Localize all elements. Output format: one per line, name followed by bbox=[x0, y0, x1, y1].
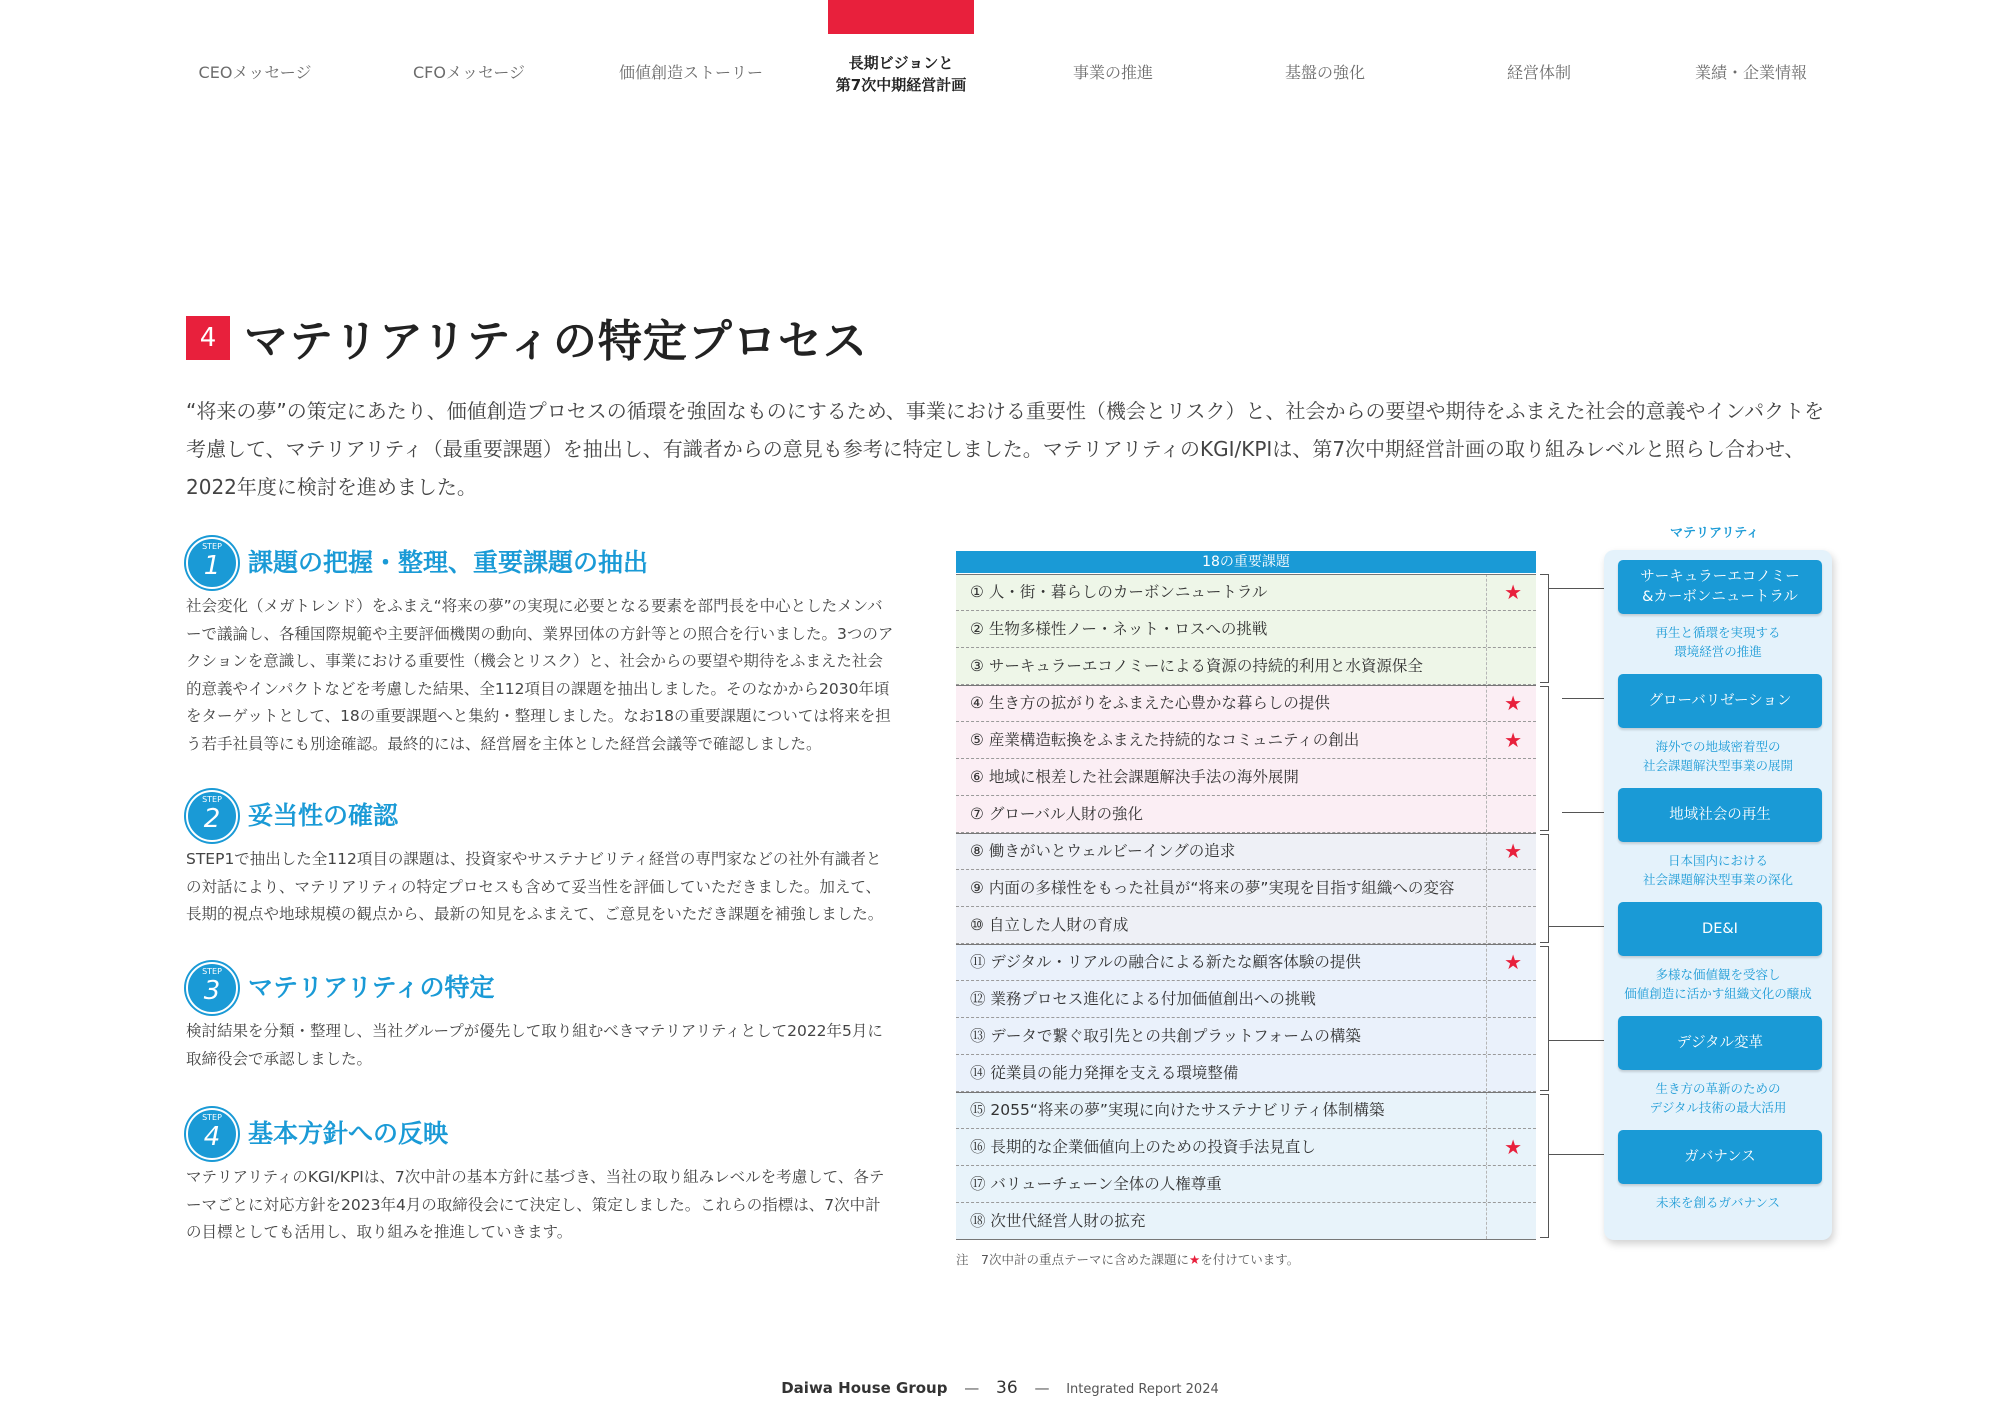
issue-row bbox=[956, 981, 1536, 1018]
nav-performance-corporate-info[interactable] bbox=[1676, 0, 1826, 110]
issue-label: ② 生物多様性ノー・ネット・ロスへの挑戦 bbox=[970, 620, 1268, 638]
intro-paragraph: “将来の夢”の策定にあたり、価値創造プロセスの循環を強固なものにするため、事業における重要性（機会とリスク）と、社会からの要望や期待をふまえた社会的意義やインパクトを考慮して、マテリアリティ（最重要課題）を抽出し、有識者からの意見も参考に特定しました。マテリアリティのKGI/KPIは、第7次中期経営計画の取り組みレベルと照らし合わせ、2022年度に検討を進めました。 bbox=[186, 399, 1825, 499]
column-divider bbox=[1486, 796, 1488, 832]
step-badge-number: 1 bbox=[203, 551, 221, 581]
issue-label: ⑬ データで繋ぐ取引先との共創プラットフォームの構築 bbox=[970, 1027, 1361, 1045]
issue-label: ⑰ バリューチェーン全体の人権尊重 bbox=[970, 1175, 1222, 1193]
group-divider bbox=[956, 944, 1536, 945]
nav-label: 業績・企業情報 bbox=[1694, 63, 1807, 82]
page-number: 36 bbox=[996, 1378, 1018, 1398]
step-badge bbox=[186, 537, 238, 589]
issue-row bbox=[956, 722, 1536, 759]
issue-row bbox=[956, 907, 1536, 944]
footer-report-name: Integrated Report 2024 bbox=[1066, 1382, 1219, 1397]
footer-dash: — bbox=[1034, 1379, 1050, 1397]
step-title: 妥当性の確認 bbox=[248, 801, 399, 830]
issue-row bbox=[956, 759, 1536, 796]
issue-label: ⑱ 次世代経営人財の拡充 bbox=[970, 1212, 1146, 1230]
column-divider bbox=[1486, 1092, 1488, 1128]
materiality-circular-economy[interactable]: サーキュラーエコノミー &カーボンニュートラル bbox=[1618, 560, 1822, 614]
step-badge-label: STEP bbox=[202, 967, 222, 976]
nav-label: 基盤の強化 bbox=[1284, 63, 1365, 82]
issue-label: ⑪ デジタル・リアルの融合による新たな顧客体験の提供 bbox=[970, 953, 1361, 971]
column-divider bbox=[1486, 1055, 1488, 1091]
issue-label: ⑦ グローバル人財の強化 bbox=[970, 805, 1144, 823]
nav-ceo-message[interactable] bbox=[180, 0, 330, 110]
nav-label: 事業の推進 bbox=[1072, 63, 1153, 82]
column-divider bbox=[1486, 648, 1488, 684]
step-badge bbox=[186, 962, 238, 1014]
step-title: 課題の把握・整理、重要課題の抽出 bbox=[248, 548, 649, 577]
materiality-desc: 多様な価値観を受容し 価値創造に活かす組織文化の醸成 bbox=[1624, 967, 1812, 1001]
star-icon: ★ bbox=[1504, 839, 1522, 863]
issue-label: ⑧ 働きがいとウェルビーイングの追求 bbox=[970, 842, 1236, 860]
step-title: 基本方針への反映 bbox=[248, 1119, 449, 1148]
step-badge-label: STEP bbox=[202, 1113, 222, 1122]
issue-label: ⑩ 自立した人財の育成 bbox=[970, 916, 1129, 934]
issue-row bbox=[956, 1166, 1536, 1203]
materiality-label: マテリアリティ bbox=[1670, 526, 1760, 541]
star-icon: ★ bbox=[1188, 1252, 1201, 1267]
materiality-desc: 未来を創るガバナンス bbox=[1655, 1195, 1780, 1210]
nav-foundation-strengthening[interactable] bbox=[1250, 0, 1400, 110]
column-divider bbox=[1486, 833, 1488, 869]
group-divider bbox=[956, 833, 1536, 834]
issue-row bbox=[956, 944, 1536, 981]
column-divider bbox=[1486, 1203, 1488, 1239]
issue-row bbox=[956, 648, 1536, 685]
issue-row bbox=[956, 1018, 1536, 1055]
group-divider bbox=[956, 574, 1536, 575]
issue-label: ③ サーキュラーエコノミーによる資源の持続的利用と水資源保全 bbox=[970, 657, 1423, 675]
issue-row bbox=[956, 611, 1536, 648]
nav-management-structure[interactable] bbox=[1464, 0, 1614, 110]
step-badge bbox=[186, 1108, 238, 1160]
step-text: マテリアリティのKGI/KPIは、7次中計の基本方針に基づき、当社の取り組みレベルを考慮して、各テーマごとに対応方針を2023年4月の取締役会にて決定し、策定しました。これらの指標は、7次中計の目標としても活用し、取り組みを推進していきます。 bbox=[186, 1168, 885, 1241]
star-icon: ★ bbox=[1504, 728, 1522, 752]
star-icon: ★ bbox=[1504, 1135, 1522, 1159]
section-number: 4 bbox=[186, 316, 230, 360]
page-title: マテリアリティの特定プロセス bbox=[244, 316, 868, 367]
table-note bbox=[956, 1250, 1299, 1268]
nav-label: CFOメッセージ bbox=[412, 63, 525, 82]
table-note-suffix: を付けています。 bbox=[1200, 1252, 1300, 1267]
step-text: 検討結果を分類・整理し、当社グループが優先して取り組むべきマテリアリティとして2022年5月に取締役会で承認しました。 bbox=[186, 1022, 883, 1068]
issue-row bbox=[956, 870, 1536, 907]
step-text: STEP1で抽出した全112項目の課題は、投資家やサステナビリティ経営の専門家などの社外有識者との対話により、マテリアリティの特定プロセスも含めて妥当性を評価していただきました。加えて、長期的視点や地球規模の観点から、最新の知見をふまえて、ご意見をいただき課題を補強しました。 bbox=[186, 850, 884, 923]
column-divider bbox=[1486, 574, 1488, 610]
footer-dash: — bbox=[964, 1379, 980, 1397]
column-divider bbox=[1486, 1166, 1488, 1202]
materiality-governance[interactable]: ガバナンス bbox=[1618, 1130, 1822, 1184]
nav-cfo-message[interactable] bbox=[394, 0, 544, 110]
column-divider bbox=[1486, 944, 1488, 980]
issue-row bbox=[956, 796, 1536, 833]
column-divider bbox=[1486, 907, 1488, 943]
issue-label: ⑭ 従業員の能力発揮を支える環境整備 bbox=[970, 1064, 1239, 1082]
materiality-regional-revitalization[interactable]: 地域社会の再生 bbox=[1618, 788, 1822, 842]
materiality-globalization[interactable]: グローバリゼーション bbox=[1618, 674, 1822, 728]
group-divider bbox=[956, 685, 1536, 686]
issue-label: ④ 生き方の拡がりをふまえた心豊かな暮らしの提供 bbox=[970, 694, 1330, 712]
issue-row bbox=[956, 685, 1536, 722]
column-divider bbox=[1486, 722, 1488, 758]
step-badge-number: 2 bbox=[203, 804, 221, 834]
issue-row bbox=[956, 833, 1536, 870]
nav-label: 経営体制 bbox=[1506, 63, 1571, 82]
step-badge-number: 4 bbox=[203, 1122, 221, 1152]
issue-label: ① 人・街・暮らしのカーボンニュートラル bbox=[970, 583, 1268, 601]
star-icon: ★ bbox=[1504, 950, 1522, 974]
issue-row bbox=[956, 1092, 1536, 1129]
materiality-dei[interactable]: DE&I bbox=[1618, 902, 1822, 956]
star-icon: ★ bbox=[1504, 691, 1522, 715]
nav-long-term-vision[interactable] bbox=[826, 0, 976, 110]
star-icon: ★ bbox=[1504, 580, 1522, 604]
nav-label: CEOメッセージ bbox=[198, 63, 312, 82]
step-title: マテリアリティの特定 bbox=[248, 973, 495, 1002]
issue-row bbox=[956, 1203, 1536, 1240]
page-footer bbox=[0, 1378, 2000, 1398]
materiality-desc: 再生と循環を実現する 環境経営の推進 bbox=[1655, 625, 1781, 659]
column-divider bbox=[1486, 1129, 1488, 1165]
footer-brand: Daiwa House Group bbox=[781, 1379, 948, 1397]
group-divider bbox=[956, 1092, 1536, 1093]
issue-label: ⑨ 内面の多様性をもった社員が“将来の夢”実現を目指す組織への変容 bbox=[970, 879, 1455, 897]
materiality-digital-transformation[interactable]: デジタル変革 bbox=[1618, 1016, 1822, 1070]
nav-label: 価値創造ストーリー bbox=[618, 63, 763, 82]
issue-row bbox=[956, 1129, 1536, 1166]
column-divider bbox=[1486, 981, 1488, 1017]
table-note-prefix: 注 7次中計の重点テーマに含めた課題に bbox=[956, 1252, 1189, 1267]
active-tab-indicator bbox=[828, 0, 974, 34]
issue-label: ⑥ 地域に根差した社会課題解決手法の海外展開 bbox=[970, 768, 1299, 786]
step-badge bbox=[186, 790, 238, 842]
step-badge-number: 3 bbox=[203, 976, 221, 1006]
step-text: 社会変化（メガトレンド）をふまえ“将来の夢”の実現に必要となる要素を部門長を中心としたメンバーで議論し、各種国際規範や主要評価機関の動向、業界団体の方針等との照合を行いました。3つのアクションを意識し、事業における重要性（機会とリスク）と、社会からの要望や期待をふまえた社会的意義やインパクトなどを考慮した結果、全112項目の課題を抽出しました。そのなかから2030年頃をターゲットとして、18の重要課題へと集約・整理しました。なお18の重要課題については将来を担う若手社員等にも別途確認。最終的には、経営層を主体とした経営会議等で確認しました。 bbox=[186, 597, 894, 753]
issue-label: ⑤ 産業構造転換をふまえた持続的なコミュニティの創出 bbox=[970, 731, 1360, 749]
column-divider bbox=[1486, 759, 1488, 795]
step-badge-label: STEP bbox=[202, 542, 222, 551]
top-navigation bbox=[180, 0, 1860, 110]
column-divider bbox=[1486, 611, 1488, 647]
materiality-desc: 海外での地域密着型の 社会課題解決型事業の展開 bbox=[1642, 739, 1793, 773]
issue-label: ⑮ 2055“将来の夢”実現に向けたサステナビリティ体制構築 bbox=[970, 1101, 1385, 1119]
issue-row bbox=[956, 574, 1536, 611]
materiality-desc: 生き方の革新のための デジタル技術の最大活用 bbox=[1649, 1081, 1787, 1115]
issue-row bbox=[956, 1055, 1536, 1092]
issue-label: ⑯ 長期的な企業価値向上のための投資手法見直し bbox=[970, 1138, 1316, 1156]
issue-label: ⑫ 業務プロセス進化による付加価値創出への挑戦 bbox=[970, 990, 1316, 1008]
step-badge-label: STEP bbox=[202, 795, 222, 804]
issues-table-header: 18の重要課題 bbox=[956, 551, 1536, 573]
column-divider bbox=[1486, 1018, 1488, 1054]
nav-value-creation-story[interactable] bbox=[606, 0, 776, 110]
nav-business-promotion[interactable] bbox=[1038, 0, 1188, 110]
materiality-desc: 日本国内における 社会課題解決型事業の深化 bbox=[1642, 853, 1793, 887]
column-divider bbox=[1486, 870, 1488, 906]
nav-label: 長期ビジョンと 第7次中期経営計画 bbox=[835, 54, 967, 94]
column-divider bbox=[1486, 685, 1488, 721]
